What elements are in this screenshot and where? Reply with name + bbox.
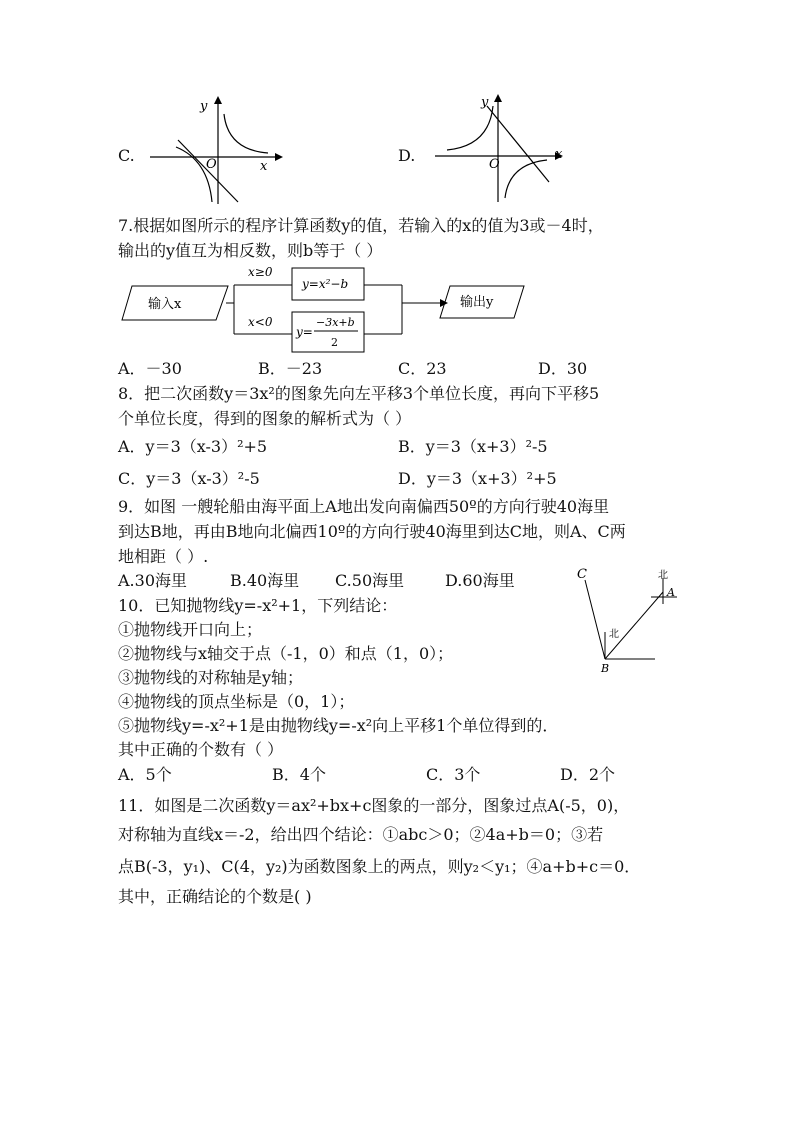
q7-option-c: C．23 [398,359,447,378]
q9-option-c: C.50海里 [335,571,405,590]
q10-item-4: ④抛物线的顶点坐标是（0，1）； [118,692,355,711]
q11-line1: 11．如图是二次函数y＝ax²+bx+c图象的一部分，图象过点A(-5，0)， [118,796,630,815]
q10-option-d: D．2个 [560,765,616,784]
option-c-label: C. [118,146,135,165]
q9-point-c: C [577,567,587,582]
q9-point-a: A [667,586,675,599]
q9-option-a: A.30海里 [118,571,188,590]
q9-point-b: B [601,662,610,675]
d-x-label: x [555,147,563,162]
q10-option-a: A．5个 [118,765,172,784]
q9-option-b: B.40海里 [230,571,300,590]
q9-line2: 到达B地，再由B地向北偏西10º的方向行驶40海里到达C地，则A、C两 [118,522,626,541]
q9-option-d: D.60海里 [445,571,515,590]
q7-line2: 输出的y值互为相反数，则b等于（ ） [118,241,383,260]
q10-item-3: ③抛物线的对称轴是y轴； [118,668,304,687]
q10-option-b: B．4个 [272,765,326,784]
q8-option-d: D．y＝3（x+3）²+5 [398,469,557,488]
q9-line1: 9．如图 一艘轮船由海平面上A地出发向南偏西50º的方向行驶40海里 [118,497,610,516]
q8-line2: 个单位长度，得到的图象的解析式为（ ） [118,409,412,428]
flow-cond2: x<0 [248,315,273,329]
q10-item-2: ②抛物线与x轴交于点（-1，0）和点（1，0）； [118,644,454,663]
flow-output-text: 输出y [460,295,494,310]
q10-item-1: ①抛物线开口向上； [118,620,263,639]
d-y-label: y [481,95,489,110]
flow-cond1: x≥0 [248,265,273,279]
q10-question: 其中正确的个数有（ ） [118,740,284,759]
q7-flowchart [120,258,530,358]
c-origin-label: O [206,157,217,172]
q10-option-c: C．3个 [426,765,481,784]
option-c-graph [140,92,290,212]
q11-line2: 对称轴为直线x＝-2，给出四个结论：①abc＞0；②4a+b＝0；③若 [118,825,604,844]
q7-option-a: A．－30 [118,359,182,378]
q8-option-b: B．y＝3（x+3）²-5 [398,437,548,456]
c-y-label: y [200,99,208,114]
option-d-graph [425,90,575,210]
flow-box2-numerator: −3x+b [316,316,355,329]
d-origin-label: O [489,157,500,172]
q7-line1: 7.根据如图所示的程序计算函数y的值，若输入的x的值为3或－4时， [118,216,604,235]
q8-line1: 8．把二次函数y＝3x²的图象先向左平移3个单位长度，再向下平移5 [118,384,600,403]
q7-option-d: D．30 [538,359,588,378]
q10-stem: 10．已知抛物线y=-x²+1，下列结论： [118,596,398,615]
option-d-label: D. [398,146,416,165]
q11-line4: 其中，正确结论的个数是( ) [118,887,312,906]
flow-box1: y=x²−b [302,277,349,291]
flow-box2-y: y= [296,325,313,339]
flow-input-text: 输入x [148,297,182,312]
q9-north-b: 北 [609,629,619,640]
q8-option-a: A．y＝3（x-3）²+5 [118,437,268,456]
q10-item-5: ⑤抛物线y=-x²+1是由抛物线y=-x²向上平移1个单位得到的． [118,716,559,735]
q9-line3: 地相距（ ）. [118,547,209,566]
flow-box2-denominator: 2 [331,336,338,349]
q11-line3: 点B(-3，y₁)、C(4，y₂)为函数图象上的两点，则y₂＜y₁；④a+b+c＝0． [118,857,641,876]
q9-north-a: 北 [658,570,668,581]
q9-figure [565,562,690,677]
q8-option-c: C．y＝3（x-3）²-5 [118,469,260,488]
q7-option-b: B．－23 [258,359,323,378]
c-x-label: x [260,159,268,174]
